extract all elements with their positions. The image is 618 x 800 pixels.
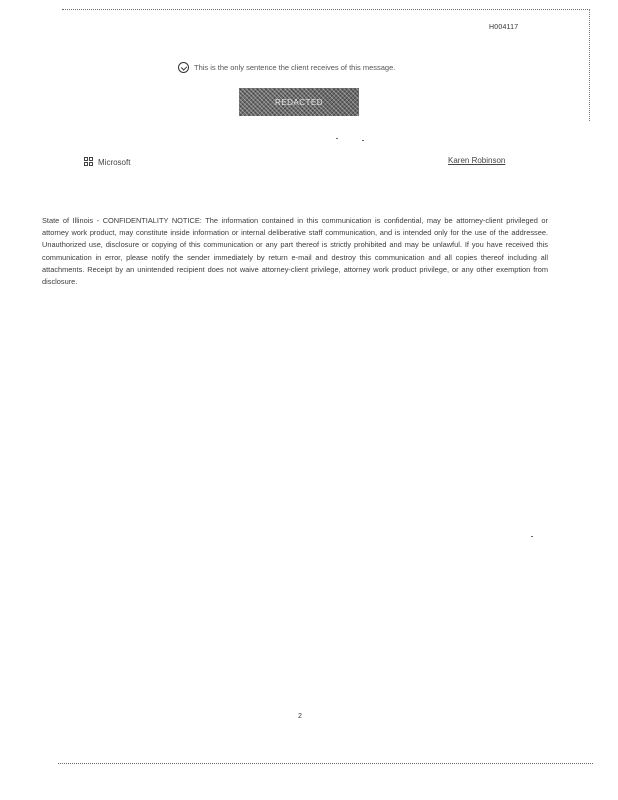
scan-speck — [362, 140, 364, 141]
windows-logo-icon — [84, 157, 94, 167]
company-logo-text: Microsoft — [98, 157, 131, 167]
scan-border-bottom — [58, 763, 593, 764]
scan-speck — [531, 536, 533, 537]
scan-border-right — [589, 9, 590, 121]
redaction-block — [239, 88, 359, 116]
company-logo — [84, 156, 130, 168]
signature-name-link[interactable]: Karen Robinson — [448, 156, 506, 165]
confidentiality-notice: State of Illinois - CONFIDENTIALITY NOTICE: The information contained in this communication is confidential, may be attorney-client privileged or attorney work product, may constitute inside information or internal deliberative staff communication, and is intended only for the use of the addressee. Unauthorized use, disclosure or copying of this communication or any part thereof is strictly prohibited and may be unlawful. If you have received this communication in error, please notify the sender immediately by return e-mail and destroy this communication and all copies thereof including all attachments. Receipt by an unintended recipient does not waive attorney-client privilege, attorney work product privilege, or any other exemption from disclosure. — [42, 216, 548, 287]
bates-number: H004117 — [489, 24, 519, 31]
scan-speck — [336, 138, 338, 139]
redaction-label: REDACTED — [274, 97, 323, 107]
notice-text: This is the only sentence the client receives of this message. — [194, 62, 396, 72]
scan-border-top — [62, 9, 590, 10]
page-number: 2 — [298, 713, 302, 720]
message-notice — [178, 60, 438, 74]
check-circle-icon — [178, 62, 189, 73]
